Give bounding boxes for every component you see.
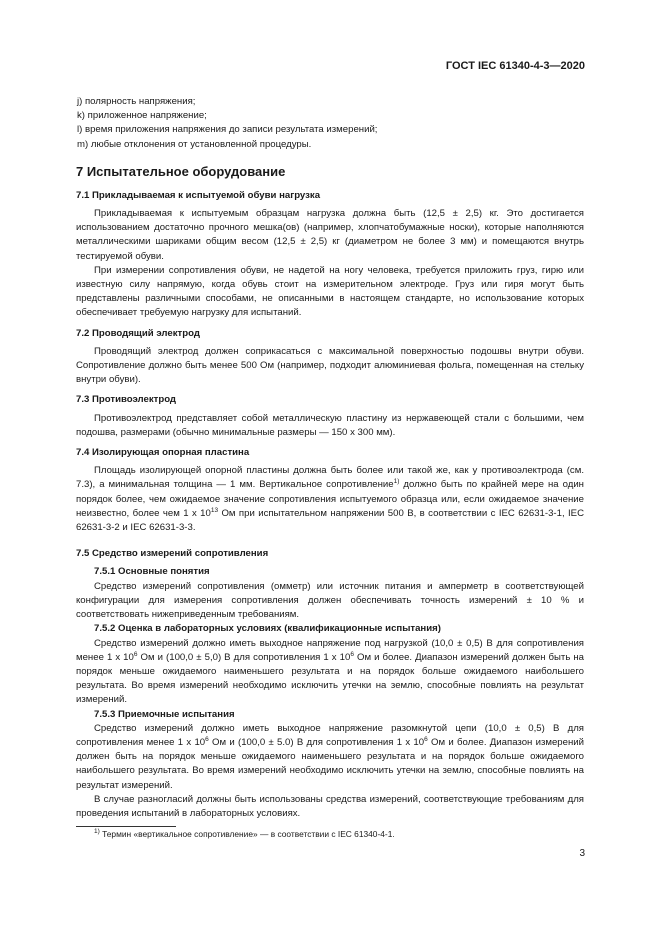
section-7-1-paragraph-2: При измерении сопротивления обуви, не надетой на ногу человека, требуется приложить груз, гирю или известную силу напрямую, когда обувь стоит на измерительном электроде. Груз или гиря могут быть представлены различными способами, не описанными в настоящем стандарте, но использование которых обеспечивает требуемую нагрузку для испытаний. [76, 264, 584, 319]
exponent: 6 [424, 735, 428, 743]
list-item-j: j) полярность напряжения; [77, 96, 196, 107]
page-number: 3 [579, 848, 585, 859]
text-segment: Ом и более. Диапазон измерений должен быть на порядок меньше ожидаемого наименьшего результата и на порядок больше ожидаемого наибольшего результата. Во время измерений необходимо исключить утечки на землю, способные повлиять на результат измерений. [76, 736, 584, 791]
section-7-5-3-paragraph-2: В случае разногласий должны быть использованы средства измерений, соответствующие требованиям для проведения испытаний в лабораторных условиях. [76, 793, 584, 819]
list-item-k: k) приложенное напряжение; [77, 110, 207, 122]
section-7-5-1-paragraph: Средство измерений сопротивления (омметр) или источник питания и амперметр в соответствующей конфигурации для измерения сопротивления должен обеспечивать точность измерений ± 10 % и соответствовать нижеприведенным требованиям. [76, 580, 584, 621]
section-7-2-paragraph: Проводящий электрод должен соприкасаться с максимальной поверхностью подошвы внутри обуви. Сопротивление должно быть менее 500 Ом (например, подходит алюминиевая фольга, помещенная на стельку внутри обуви). [76, 345, 584, 386]
section-7-5-2-paragraph [76, 637, 584, 708]
text-segment: Ом и (100,0 ± 5.0) В для сопротивления 1 х 10 [208, 736, 425, 748]
section-7-5-1-heading: 7.5.1 Основные понятия [94, 566, 210, 578]
section-7-4-heading: 7.4 Изолирующая опорная пластина [76, 447, 250, 459]
exponent: 13 [210, 506, 219, 514]
text-segment: Средство измерений должно иметь выходное напряжение под нагрузкой (10,0 ± 0,5) В для сопротивления менее 1 х 10 [76, 637, 584, 663]
footnote [76, 829, 602, 839]
text-segment: должно быть по крайней мере на один порядок более, чем ожидаемое значение сопротивления испытуемого образца или, если ожидаемое значение неизвестно, более чем 1 х 10 [76, 479, 584, 519]
section-7-1-paragraph-1: Прикладываемая к испытуемым образцам нагрузка должна быть (12,5 ± 2,5) кг. Это достигается использованием достаточно прочного мешка(ов) (например, хлопчатобумажные носки), которые наполняются металлическими шариками общим весом (12,5 ± 2,5) кг (диаметром не более 3 мм) и помещаются внутрь тестируемой обуви. [76, 208, 584, 262]
section-7-4-paragraph [76, 464, 584, 535]
text-segment: Ом и более. Диапазон измерений должен быть на порядок меньше ожидаемого наименьшего результата и на порядок больше ожидаемого наибольшего результата. Во время измерений необходимо исключить утечки на землю, способные повлиять на результат измерений. [76, 651, 585, 706]
footnote-mark: 1) [94, 828, 100, 836]
section-7-2-heading: 7.2 Проводящий электрод [76, 327, 200, 339]
text-segment: Ом при испытательном напряжении 500 В, в соответствии с IEC 62631-3-1, IEC 62631-3-2 и IEC 62631-3-3. [76, 507, 585, 534]
section-7-5-3-heading: 7.5.3 Приемочные испытания [94, 708, 235, 720]
exponent: 6 [133, 650, 138, 658]
list-item-m: m) любые отклонения от установленной процедуры. [77, 138, 312, 150]
section-7-heading: 7 Испытательное оборудование [76, 163, 286, 179]
footnote-text: Термин «вертикальное сопротивление» — в соответствии с IEC 61340-4-1. [99, 829, 395, 839]
text-segment: Ом и (100,0 ± 5,0) В для сопротивления 1 х 10 [137, 651, 351, 663]
page-content [76, 95, 584, 821]
section-7-3-paragraph: Противоэлектрод представляет собой металлическую пластину из нержавеющей стали с большими, чем подошва, размерами (обычно минимальные размеры — 150 х 300 мм). [76, 412, 584, 438]
footnote-divider [76, 826, 176, 827]
text-segment: Площадь изолирующей опорной пластины должна быть более или такой же, как у противоэлектрода (см. 7.3), а минимальная толщина — 1 мм. Вертикальное сопротивление [76, 465, 584, 491]
section-7-5-2-heading: 7.5.2 Оценка в лабораторных условиях (квалификационные испытания) [94, 623, 441, 635]
exponent: 6 [205, 735, 209, 743]
standard-header: ГОСТ IEC 61340-4-3—2020 [445, 60, 585, 72]
section-7-5-heading: 7.5 Средство измерений сопротивления [76, 548, 269, 560]
exponent: 6 [350, 650, 354, 658]
list-item-l: l) время приложения напряжения до записи результата измерений; [77, 124, 378, 136]
section-7-5-3-paragraph-1 [76, 722, 584, 793]
footnote-marker: 1) [393, 478, 400, 486]
section-7-1-heading: 7.1 Прикладываемая к испытуемой обуви нагрузка [76, 189, 321, 201]
text-segment: Средство измерений должно иметь выходное напряжение разомкнутой цепи (10,0 ± 0,5) В для сопротивления менее 1 х 10 [76, 722, 584, 748]
spacer [76, 535, 584, 541]
section-7-3-heading: 7.3 Противоэлектрод [76, 394, 177, 406]
